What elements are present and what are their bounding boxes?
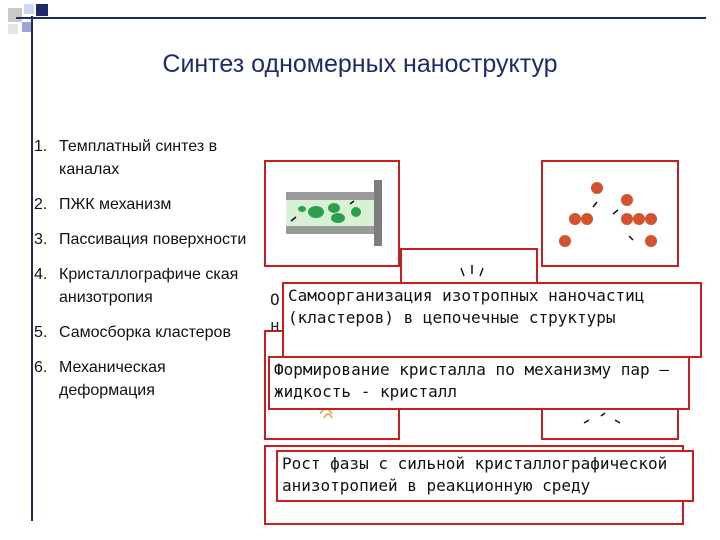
slide-title: Синтез одномерных наноструктур bbox=[162, 50, 558, 78]
caption-self-organization: Самоорганизация изотропных наночастиц (кластеров) в цепочечные структуры bbox=[282, 282, 702, 358]
green-particle bbox=[331, 213, 345, 223]
arrow bbox=[584, 420, 589, 423]
corner-square-pale bbox=[24, 4, 34, 14]
channel-end-plate bbox=[374, 180, 382, 246]
corner-square-gray bbox=[8, 8, 22, 22]
list-item: 6. Механическая деформация bbox=[34, 359, 166, 399]
cluster-particle bbox=[569, 213, 581, 225]
green-particle bbox=[298, 206, 306, 212]
vertical-rule bbox=[31, 16, 33, 521]
hidden-caption-fragment: н bbox=[270, 316, 280, 335]
arrow bbox=[613, 210, 618, 214]
green-particle bbox=[351, 207, 361, 217]
arrow bbox=[615, 420, 620, 423]
channel-wall-bottom bbox=[286, 226, 376, 234]
caption-vls: Формирование кристалла по механизму пар – жидкость - кристалл bbox=[268, 356, 690, 410]
template-channel-illustration bbox=[266, 162, 398, 265]
cluster-self-assembly-panel bbox=[541, 160, 679, 267]
cluster-particle bbox=[621, 213, 633, 225]
template-synthesis-panel bbox=[264, 160, 400, 267]
cluster-particle bbox=[559, 235, 571, 247]
corner-square-light bbox=[8, 24, 18, 34]
methods-list bbox=[34, 135, 249, 414]
hidden-caption-fragment: О bbox=[270, 290, 280, 309]
corner-square-navy bbox=[36, 4, 48, 16]
green-particle bbox=[328, 203, 340, 213]
cluster-particle bbox=[591, 182, 603, 194]
arrow bbox=[629, 236, 633, 240]
cluster-particle bbox=[633, 213, 645, 225]
cluster-particle bbox=[581, 213, 593, 225]
arrow bbox=[461, 268, 464, 276]
clusters-illustration bbox=[543, 162, 677, 265]
cluster-particle bbox=[645, 213, 657, 225]
caption-anisotropy: Рост фазы с сильной кристаллографической анизотропией в реакционную среду bbox=[276, 450, 694, 502]
list-item: 3. Пассивация поверхности bbox=[34, 231, 247, 248]
cluster-particle bbox=[621, 194, 633, 206]
green-particle bbox=[308, 206, 324, 218]
list-item: 4. Кристаллографиче ская анизотропия bbox=[34, 266, 239, 306]
cluster-particle bbox=[645, 235, 657, 247]
list-item: 2. ПЖК механизм bbox=[34, 196, 172, 213]
list-item: 5. Самосборка кластеров bbox=[34, 324, 231, 341]
list-item: 1. Темплатный синтез в каналах bbox=[34, 138, 218, 178]
arrow bbox=[593, 202, 597, 207]
arrow bbox=[480, 268, 483, 276]
horizontal-rule bbox=[16, 17, 706, 19]
growth-lines bbox=[320, 409, 332, 418]
channel-wall-top bbox=[286, 192, 376, 200]
arrow bbox=[601, 413, 605, 416]
